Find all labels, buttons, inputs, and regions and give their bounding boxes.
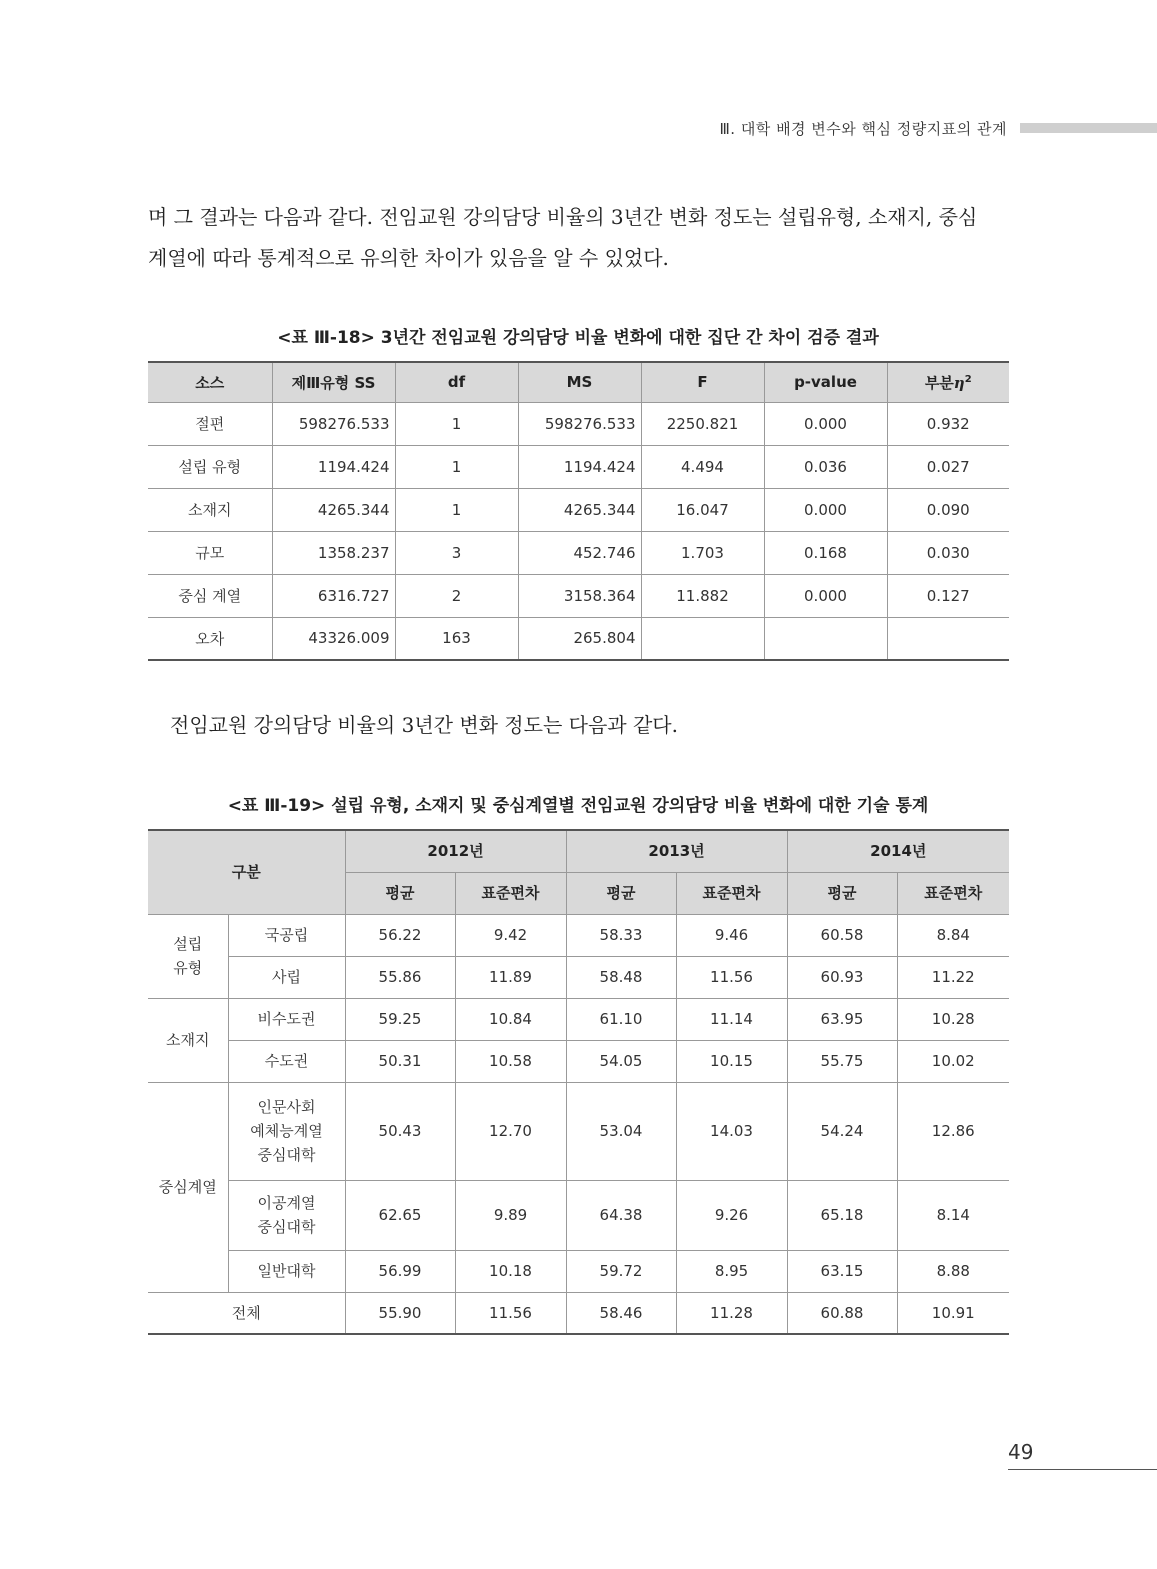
table-cell: 11.14 [676, 998, 787, 1040]
table-cell: 6316.727 [272, 574, 395, 617]
table-cell: 8.84 [897, 914, 1009, 956]
mean-header: 평균 [566, 872, 676, 914]
table-cell: 54.24 [787, 1082, 897, 1180]
table-cell: 64.38 [566, 1180, 676, 1250]
paragraph-line: 며 그 결과는 다음과 같다. 전임교원 강의담당 비율의 3년간 변화 정도는 설립유형, 소재지, 중심 [148, 205, 978, 229]
group-label: 소재지 [148, 998, 228, 1082]
anova-table [148, 361, 1009, 661]
table-row [148, 1040, 1009, 1082]
table-row [148, 617, 1009, 660]
table1-caption: <표 Ⅲ-18> 3년간 전임교원 강의담당 비율 변화에 대한 집단 간 차이 검증 결과 [277, 328, 879, 348]
table-cell: 0.000 [764, 574, 887, 617]
table-cell: 0.127 [887, 574, 1009, 617]
table-cell: 598276.533 [518, 402, 641, 445]
table-cell: 55.90 [345, 1292, 455, 1334]
table-cell: 1 [395, 488, 518, 531]
table-cell: 55.86 [345, 956, 455, 998]
table-row [148, 956, 1009, 998]
row-label: 사립 [228, 956, 345, 998]
table-cell: 65.18 [787, 1180, 897, 1250]
header-decoration-bar [1020, 123, 1157, 133]
paragraph-line: 계열에 따라 통계적으로 유의한 차이가 있음을 알 수 있었다. [148, 246, 669, 270]
table-cell: 0.027 [887, 445, 1009, 488]
table-row [148, 914, 1009, 956]
table-cell: 8.95 [676, 1250, 787, 1292]
table-cell: 11.56 [676, 956, 787, 998]
table-header-row [148, 830, 1009, 872]
table-cell: 63.15 [787, 1250, 897, 1292]
footer-rule [1008, 1469, 1157, 1470]
table-cell: 60.58 [787, 914, 897, 956]
group-label [148, 914, 228, 998]
row-label [228, 1082, 345, 1180]
sd-header: 표준편차 [676, 872, 787, 914]
table-cell: 11.56 [455, 1292, 566, 1334]
table-cell: 3158.364 [518, 574, 641, 617]
column-header: p-value [764, 362, 887, 402]
table-cell: 0.030 [887, 531, 1009, 574]
table-cell: 0.932 [887, 402, 1009, 445]
table-cell: 14.03 [676, 1082, 787, 1180]
table-cell: 9.26 [676, 1180, 787, 1250]
table-cell: 11.89 [455, 956, 566, 998]
table-cell: 10.28 [897, 998, 1009, 1040]
table-cell: 58.48 [566, 956, 676, 998]
table-cell: 50.31 [345, 1040, 455, 1082]
table-cell: 61.10 [566, 998, 676, 1040]
table-row [148, 488, 1009, 531]
table-cell: 1 [395, 445, 518, 488]
table-cell: 0.000 [764, 402, 887, 445]
table-cell: 56.22 [345, 914, 455, 956]
row-label: 중심 계열 [148, 574, 272, 617]
table-cell: 4265.344 [272, 488, 395, 531]
row-label: 일반대학 [228, 1250, 345, 1292]
table-cell: 10.18 [455, 1250, 566, 1292]
row-label: 오차 [148, 617, 272, 660]
table-cell: 9.46 [676, 914, 787, 956]
group-label: 중심계열 [148, 1082, 228, 1292]
table-cell [764, 617, 887, 660]
eta-symbol: η [953, 373, 965, 392]
year-header: 2014년 [787, 830, 1009, 872]
table-cell: 2 [395, 574, 518, 617]
table-cell: 10.15 [676, 1040, 787, 1082]
row-label: 설립 유형 [148, 445, 272, 488]
table-header-row [148, 362, 1009, 402]
row-label: 수도권 [228, 1040, 345, 1082]
table-cell: 50.43 [345, 1082, 455, 1180]
row-label-line: 이공계열 [257, 1194, 316, 1212]
column-header: df [395, 362, 518, 402]
column-header: 제Ⅲ유형 SS [272, 362, 395, 402]
table-row [148, 531, 1009, 574]
column-header: MS [518, 362, 641, 402]
table-cell: 58.46 [566, 1292, 676, 1334]
table-cell: 0.168 [764, 531, 887, 574]
column-header-partial-eta [887, 362, 1009, 402]
table-cell: 55.75 [787, 1040, 897, 1082]
table-cell: 60.93 [787, 956, 897, 998]
table-cell: 1.703 [641, 531, 764, 574]
paragraph-continuation [148, 197, 1018, 279]
table-cell: 1 [395, 402, 518, 445]
table-cell: 1194.424 [518, 445, 641, 488]
descriptive-stats-table [148, 829, 1009, 1335]
table-cell: 11.22 [897, 956, 1009, 998]
table-row [148, 998, 1009, 1040]
table-cell: 0.090 [887, 488, 1009, 531]
mean-header: 평균 [787, 872, 897, 914]
table-cell: 10.84 [455, 998, 566, 1040]
row-label: 절편 [148, 402, 272, 445]
row-label: 규모 [148, 531, 272, 574]
table-cell: 10.91 [897, 1292, 1009, 1334]
table-total-row [148, 1292, 1009, 1334]
row-label-line: 중심대학 [257, 1218, 316, 1236]
table-cell: 1194.424 [272, 445, 395, 488]
table-cell: 8.14 [897, 1180, 1009, 1250]
table-cell: 56.99 [345, 1250, 455, 1292]
table-cell: 43326.009 [272, 617, 395, 660]
table-cell: 63.95 [787, 998, 897, 1040]
table-row [148, 402, 1009, 445]
table-cell: 54.05 [566, 1040, 676, 1082]
table-cell: 4.494 [641, 445, 764, 488]
table-cell: 12.70 [455, 1082, 566, 1180]
table-cell: 53.04 [566, 1082, 676, 1180]
table-cell: 598276.533 [272, 402, 395, 445]
row-label [228, 1180, 345, 1250]
corner-header: 구분 [148, 830, 345, 914]
row-label-line: 중심대학 [257, 1146, 316, 1164]
table-row [148, 574, 1009, 617]
eta-superscript: 2 [964, 373, 972, 385]
mean-header: 평균 [345, 872, 455, 914]
column-header: 소스 [148, 362, 272, 402]
row-label-line: 예체능계열 [250, 1122, 323, 1140]
table-cell: 3 [395, 531, 518, 574]
table-cell: 11.28 [676, 1292, 787, 1334]
table-cell: 59.72 [566, 1250, 676, 1292]
table-cell: 62.65 [345, 1180, 455, 1250]
year-header: 2012년 [345, 830, 566, 872]
table-cell: 59.25 [345, 998, 455, 1040]
table-cell: 163 [395, 617, 518, 660]
row-label: 소재지 [148, 488, 272, 531]
table-cell: 452.746 [518, 531, 641, 574]
year-header: 2013년 [566, 830, 787, 872]
table-cell: 2250.821 [641, 402, 764, 445]
row-label: 비수도권 [228, 998, 345, 1040]
table-cell [887, 617, 1009, 660]
sd-header: 표준편차 [897, 872, 1009, 914]
row-label: 국공립 [228, 914, 345, 956]
total-label: 전체 [148, 1292, 345, 1334]
table-row [148, 1250, 1009, 1292]
table-cell: 9.42 [455, 914, 566, 956]
row-label-line: 인문사회 [257, 1098, 316, 1116]
table-cell: 0.000 [764, 488, 887, 531]
sd-header: 표준편차 [455, 872, 566, 914]
table-cell: 16.047 [641, 488, 764, 531]
table-cell: 10.58 [455, 1040, 566, 1082]
group-label-line: 설립 [173, 935, 203, 953]
group-label-line: 유형 [173, 959, 203, 977]
table-cell [641, 617, 764, 660]
table-cell: 265.804 [518, 617, 641, 660]
table-cell: 10.02 [897, 1040, 1009, 1082]
table-cell: 9.89 [455, 1180, 566, 1250]
table-row [148, 1082, 1009, 1180]
table-row [148, 1180, 1009, 1250]
table-cell: 60.88 [787, 1292, 897, 1334]
header-text: 부분 [924, 373, 954, 392]
table-row [148, 445, 1009, 488]
table2-caption: <표 Ⅲ-19> 설립 유형, 소재지 및 중심계열별 전임교원 강의담당 비율 변화에 대한 기술 통계 [227, 796, 929, 816]
table-cell: 1358.237 [272, 531, 395, 574]
paragraph: 전임교원 강의담당 비율의 3년간 변화 정도는 다음과 같다. [170, 713, 678, 737]
table-cell: 8.88 [897, 1250, 1009, 1292]
table-cell: 0.036 [764, 445, 887, 488]
table-cell: 4265.344 [518, 488, 641, 531]
table-cell: 58.33 [566, 914, 676, 956]
table-cell: 11.882 [641, 574, 764, 617]
page-number: 49 [1008, 1440, 1034, 1464]
table-cell: 12.86 [897, 1082, 1009, 1180]
column-header: F [641, 362, 764, 402]
running-header: Ⅲ. 대학 배경 변수와 핵심 정량지표의 관계 [719, 120, 1007, 138]
